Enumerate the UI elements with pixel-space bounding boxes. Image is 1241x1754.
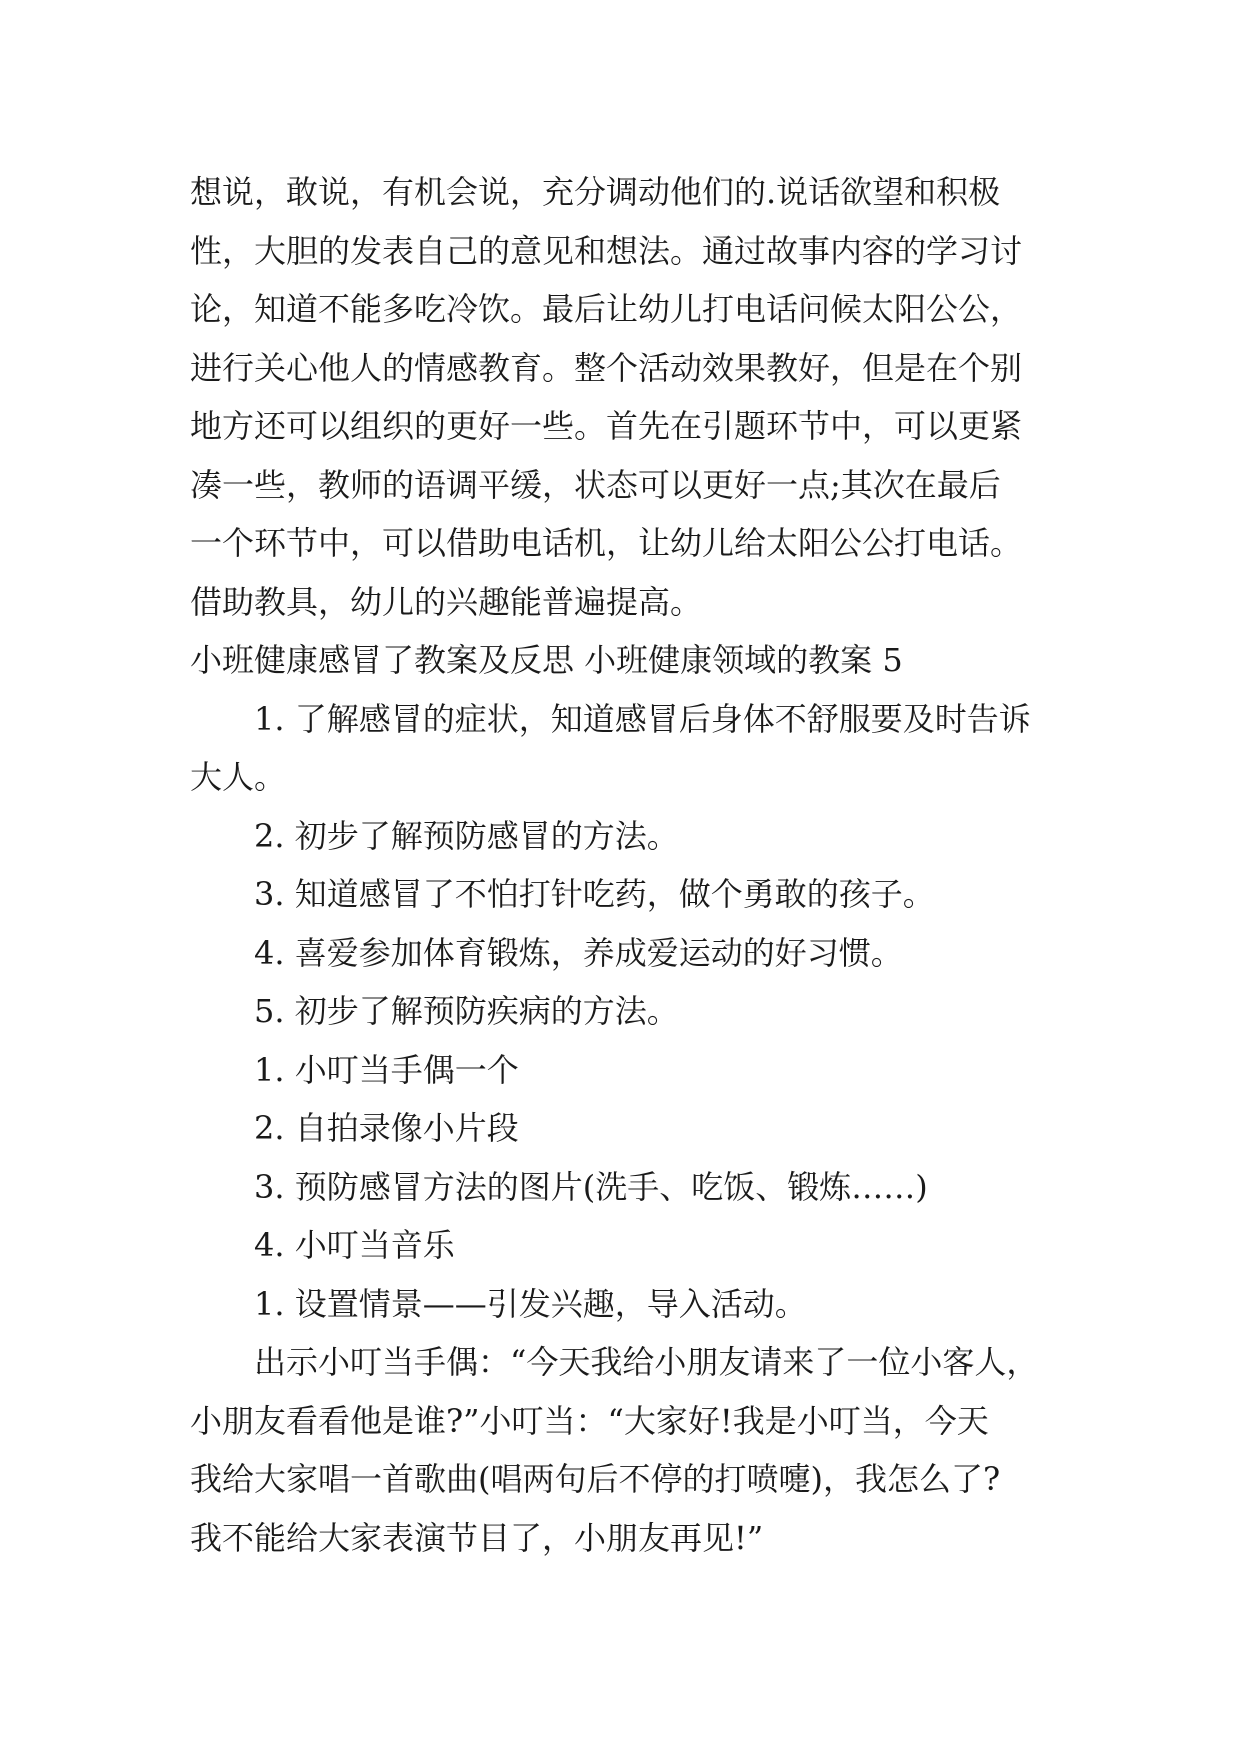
text-line: 凑一些，教师的语调平缓，状态可以更好一点;其次在最后 <box>190 465 1001 504</box>
text-line: 我不能给大家表演节目了，小朋友再见!” <box>190 1518 764 1557</box>
text-line: 5. 初步了解预防疾病的方法。 <box>254 992 679 1030</box>
text-line: 地方还可以组织的更好一些。首先在引题环节中，可以更紧 <box>190 407 1023 445</box>
document-body <box>190 163 1070 1567</box>
text-line: 进行关心他人的情感教育。整个活动效果教好，但是在个别 <box>190 348 1023 387</box>
text-line: 2. 自拍录像小片段 <box>254 1109 519 1147</box>
text-line: 1. 小叮当手偶一个 <box>254 1050 519 1089</box>
text-line: 一个环节中，可以借助电话机，让幼儿给太阳公公打电话。 <box>190 524 1023 562</box>
text-line: 性，大胆的发表自己的意见和想法。通过故事内容的学习讨 <box>190 231 1023 270</box>
text-line: 4. 喜爱参加体育锻炼，养成爱运动的好习惯。 <box>254 933 903 972</box>
text-line: 小朋友看看他是谁?”小叮当：“大家好!我是小叮当，今天 <box>190 1401 989 1440</box>
text-line: 1. 设置情景——引发兴趣，导入活动。 <box>254 1284 807 1323</box>
text-line: 3. 知道感冒了不怕打针吃药，做个勇敢的孩子。 <box>254 875 935 913</box>
text-line: 小班健康感冒了教案及反思 小班健康领域的教案 5 <box>190 641 903 679</box>
text-line: 大人。 <box>190 758 287 796</box>
text-line: 我给大家唱一首歌曲(唱两句后不停的打喷嚏)，我怎么了? <box>190 1460 1001 1498</box>
text-line: 出示小叮当手偶：“今天我给小朋友请来了一位小客人， <box>254 1343 1039 1381</box>
text-line: 2. 初步了解预防感冒的方法。 <box>254 816 679 855</box>
text-line: 论，知道不能多吃冷饮。最后让幼儿打电话问候太阳公公， <box>190 290 1023 328</box>
text-line: 3. 预防感冒方法的图片(洗手、吃饭、锻炼……) <box>254 1167 928 1206</box>
text-line: 1. 了解感冒的症状，知道感冒后身体不舒服要及时告诉 <box>254 699 1031 738</box>
text-line: 4. 小叮当音乐 <box>254 1226 455 1264</box>
text-line: 想说，敢说，有机会说，充分调动他们的.说话欲望和积极 <box>190 173 1001 211</box>
text-line: 借助教具，幼儿的兴趣能普遍提高。 <box>190 582 703 621</box>
